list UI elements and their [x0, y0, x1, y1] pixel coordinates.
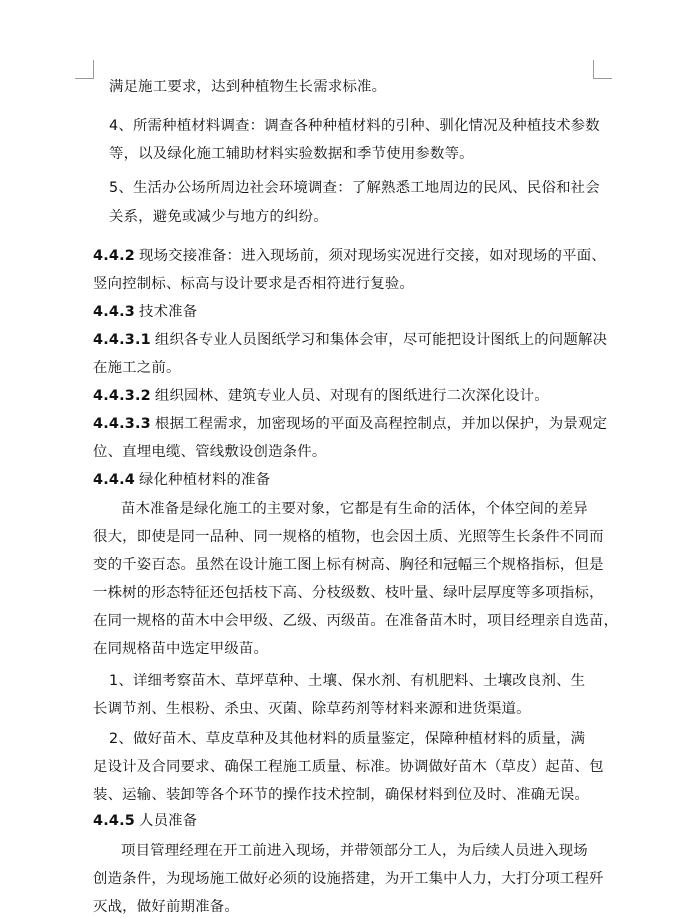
- paragraph-line: 4、所需种植材料调查：调查各种种植材料的引种、驯化情况及种植技术参数: [109, 118, 600, 134]
- section-heading-line: 4.4.3.2 组织园林、建筑专业人员、对现有的图纸进行二次深化设计。: [93, 388, 549, 404]
- paragraph-line: 苗木准备是绿化施工的主要对象，它都是有生命的活体，个体空间的差异: [121, 501, 588, 517]
- paragraph-line: 变的千姿百态。虽然在设计施工图上标有树高、胸径和冠幅三个规格指标，但是: [93, 557, 604, 573]
- section-number: 4.4.4: [93, 472, 135, 488]
- section-number: 4.4.3.2: [93, 388, 151, 404]
- paragraph-line: 一株树的形态特征还包括枝下高、分枝级数、枝叶量、绿叶层厚度等多项指标，: [93, 585, 604, 601]
- paragraph-line: 2、做好苗木、草皮草种及其他材料的质量鉴定，保障种植材料的质量，满: [109, 731, 586, 747]
- top-right-margin-mark: [593, 60, 612, 79]
- paragraph-line: 项目管理经理在开工前进入现场，并带领部分工人，为后续人员进入现场: [121, 843, 588, 859]
- section-heading-line: 4.4.3.3 根据工程需求，加密现场的平面及高程控制点，并加以保护，为景观定: [93, 416, 608, 432]
- paragraph-line: 竖向控制标、标高与设计要求是否相符进行复验。: [93, 276, 414, 292]
- paragraph-line: 满足施工要求，达到种植物生长需求标准。: [109, 79, 387, 95]
- section-number: 4.4.3.3: [93, 416, 151, 432]
- section-number: 4.4.3.1: [93, 332, 151, 348]
- paragraph-line: 灭战，做好前期准备。: [93, 899, 239, 915]
- section-heading-line: 4.4.5 人员准备: [93, 813, 198, 829]
- paragraph-line: 装、运输、装卸等各个环节的操作技术控制，确保材料到位及时、准确无误。: [93, 787, 590, 803]
- paragraph-line: 5、生活办公场所周边社会环境调查：了解熟悉工地周边的民风、民俗和社会: [109, 180, 600, 196]
- paragraph-line: 创造条件，为现场施工做好必须的设施搭建，为开工集中人力，大打分项工程歼: [93, 871, 604, 887]
- section-number: 4.4.2: [93, 248, 135, 264]
- paragraph-line: 在同规格苗中选定甲级苗。: [93, 641, 269, 657]
- paragraph-line: 位、直埋电缆、管线敷设创造条件。: [93, 444, 327, 460]
- paragraph-line: 等，以及绿化施工辅助材料实验数据和季节使用参数等。: [109, 146, 474, 162]
- paragraph-line: 关系，避免或减少与地方的纠纷。: [109, 209, 328, 225]
- section-heading-line: 4.4.3 技术准备: [93, 304, 198, 320]
- top-left-margin-mark: [75, 60, 94, 79]
- paragraph-line: 很大，即使是同一品种、同一规格的植物，也会因土质、光照等生长条件不同而: [93, 529, 604, 545]
- section-heading-line: 4.4.4 绿化种植材料的准备: [93, 472, 271, 488]
- section-number: 4.4.5: [93, 813, 135, 829]
- paragraph-line: 足设计及合同要求、确保工程施工质量、标准。协调做好苗木（草皮）起苗、包: [93, 759, 604, 775]
- section-number: 4.4.3: [93, 304, 135, 320]
- section-heading-line: 4.4.3.1 组织各专业人员图纸学习和集体会审，尽可能把设计图纸上的问题解决: [93, 332, 608, 348]
- paragraph-line: 1、详细考察苗木、草坪草种、土壤、保水剂、有机肥料、土壤改良剂、生: [109, 673, 586, 689]
- paragraph-line: 长调节剂、生根粉、杀虫、灭菌、除草药剂等材料来源和进货渠道。: [93, 701, 531, 717]
- paragraph-line: 在施工之前。: [93, 360, 181, 376]
- section-heading-line: 4.4.2 现场交接准备：进入现场前，须对现场实况进行交接，如对现场的平面、: [93, 248, 606, 264]
- paragraph-line: 在同一规格的苗木中会甲级、乙级、丙级苗。在准备苗木时，项目经理亲自选苗，: [93, 613, 619, 629]
